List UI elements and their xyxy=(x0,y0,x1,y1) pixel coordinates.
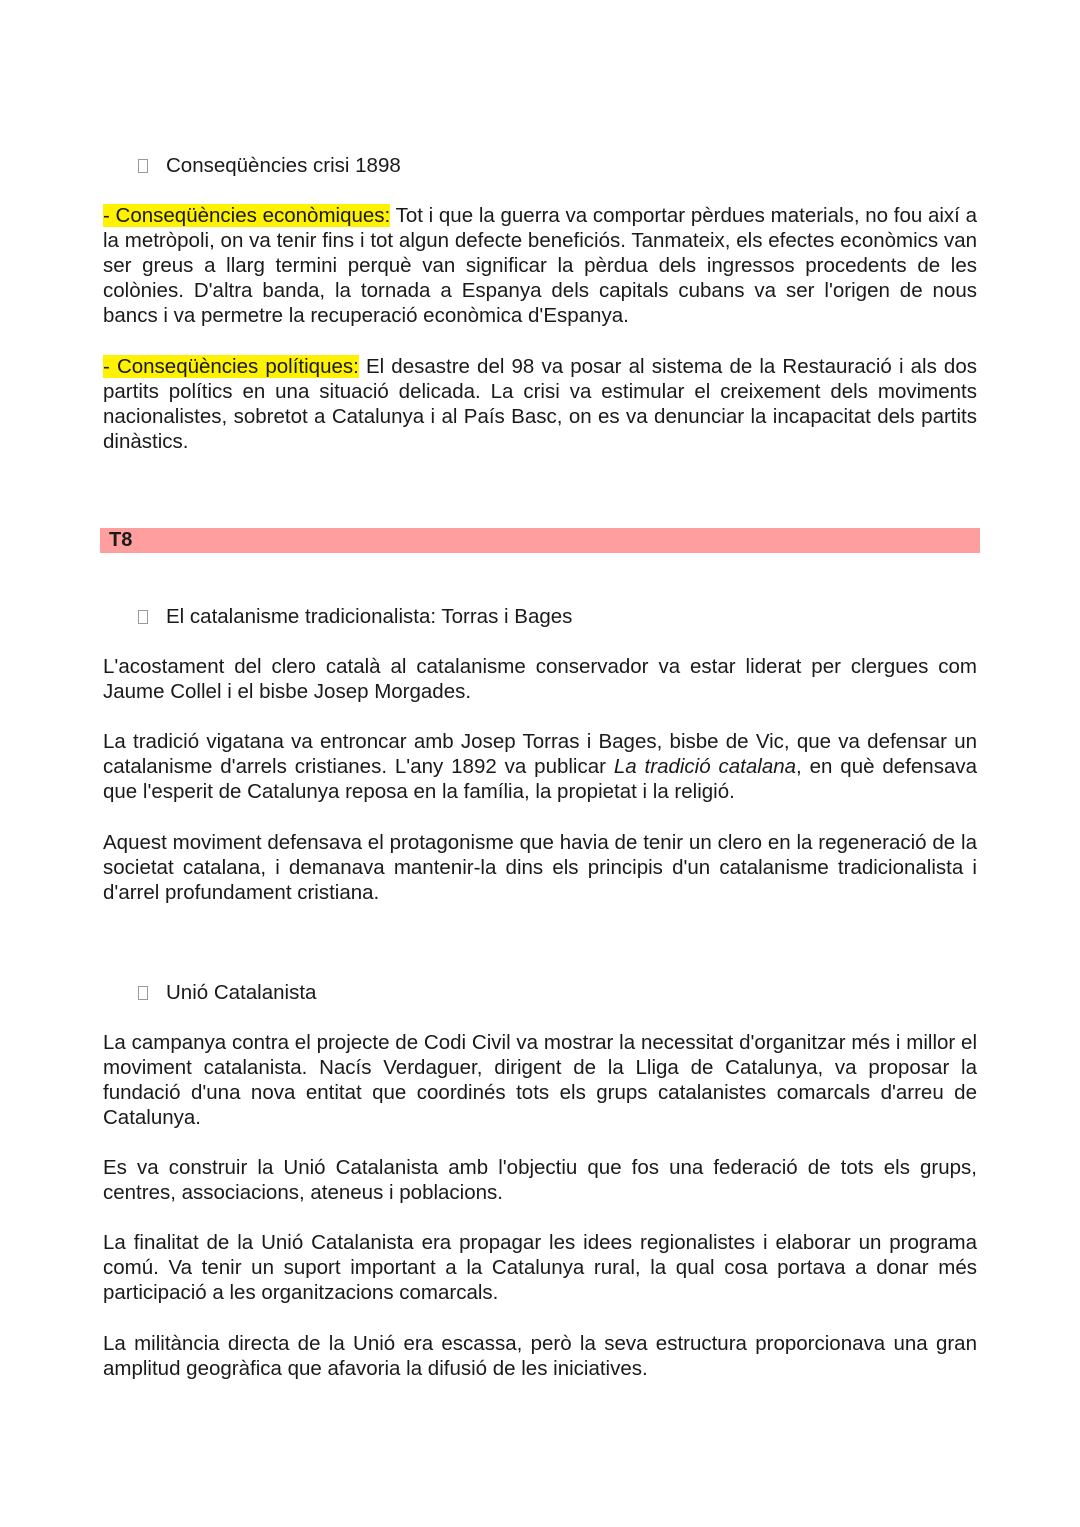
paragraph-economic-consequences xyxy=(103,203,977,328)
bullet-box-icon xyxy=(138,610,148,624)
paragraph-codi-civil: La campanya contra el projecte de Codi Civil va mostrar la necessitat d'organitzar més i millor el moviment catalanista. Nacís Verdaguer, dirigent de la Lliga de Catalunya, va proposar la fundació d'una nova entitat que coordinés tots els grups catalanistes comarcals d'arreu de Catalunya. xyxy=(103,1031,977,1129)
paragraph-political-consequences xyxy=(103,354,977,454)
paragraph-moviment-clero: Aquest moviment defensava el protagonisme que havia de tenir un clero en la regeneració de la societat catalana, i demanava mantenir-la dins els principis d'un catalanisme tradicionalista i d'arrel profundament cristiana. xyxy=(103,831,977,904)
highlight-political-label: - Conseqüències polítiques: xyxy=(103,355,359,378)
economic-text: Tot i que la guerra va comportar pèrdues materials, no fou així a la metròpoli, on va tenir fins i tot algun defecte beneficiós. Tanmateix, els efectes econòmics van ser greus a llarg termini perquè van significar la pèrdua dels ingressos procedents de les colònies. D'altra banda, la tornada a Espanya dels capitals cubans va ser l'origen de nous bancs i va permetre la recuperació econòmica d'Espanya. xyxy=(103,204,977,327)
band-label: T8 xyxy=(109,529,133,551)
heading-consequencies-1898 xyxy=(138,153,401,178)
bullet-box-icon xyxy=(138,159,148,173)
paragraph-clero-catala: L'acostament del clero català al catalanisme conservador va estar liderat per clergues com Jaume Collel i el bisbe Josep Morgades. xyxy=(103,655,977,703)
text-before-title: La tradició vigatana va entroncar amb Josep Torras i Bages, bisbe de Vic, que va defensar un catalanisme d'arrels cristianes. L'any 1892 va publicar xyxy=(103,730,977,778)
paragraph-militancia: La militància directa de la Unió era escassa, però la seva estructura proporcionava una gran amplitud geogràfica que afavoria la difusió de les iniciatives. xyxy=(103,1332,977,1380)
highlight-economic-label: - Conseqüències econòmiques: xyxy=(103,204,391,227)
heading-text: El catalanisme tradicionalista: Torras i Bages xyxy=(166,605,573,628)
heading-unio-catalanista xyxy=(138,980,316,1005)
text-after-title: , en què defensava que l'esperit de Catalunya reposa en la família, la propietat i la religió. xyxy=(103,755,977,803)
bullet-box-icon xyxy=(138,986,148,1000)
heading-catalanisme-tradicionalista xyxy=(138,604,572,629)
section-band-t8 xyxy=(100,528,980,553)
paragraph-federacio: Es va construir la Unió Catalanista amb l'objectiu que fos una federació de tots els grups, centres, associacions, ateneus i poblacions. xyxy=(103,1156,977,1204)
book-title: La tradició catalana xyxy=(613,755,797,778)
heading-text: Conseqüències crisi 1898 xyxy=(166,154,401,177)
heading-text: Unió Catalanista xyxy=(166,981,317,1004)
paragraph-tradicio-vigatana xyxy=(103,729,977,804)
paragraph-finalitat: La finalitat de la Unió Catalanista era propagar les idees regionalistes i elaborar un programa comú. Va tenir un suport important a la Catalunya rural, la qual cosa portava a donar més participació a les organitzacions comarcals. xyxy=(103,1231,977,1304)
political-text: El desastre del 98 va posar al sistema de la Restauració i als dos partits polítics en una situació delicada. La crisi va estimular el creixement dels moviments nacionalistes, sobretot a Catalunya i al País Basc, on es va denunciar la incapacitat dels partits dinàstics. xyxy=(103,355,977,453)
